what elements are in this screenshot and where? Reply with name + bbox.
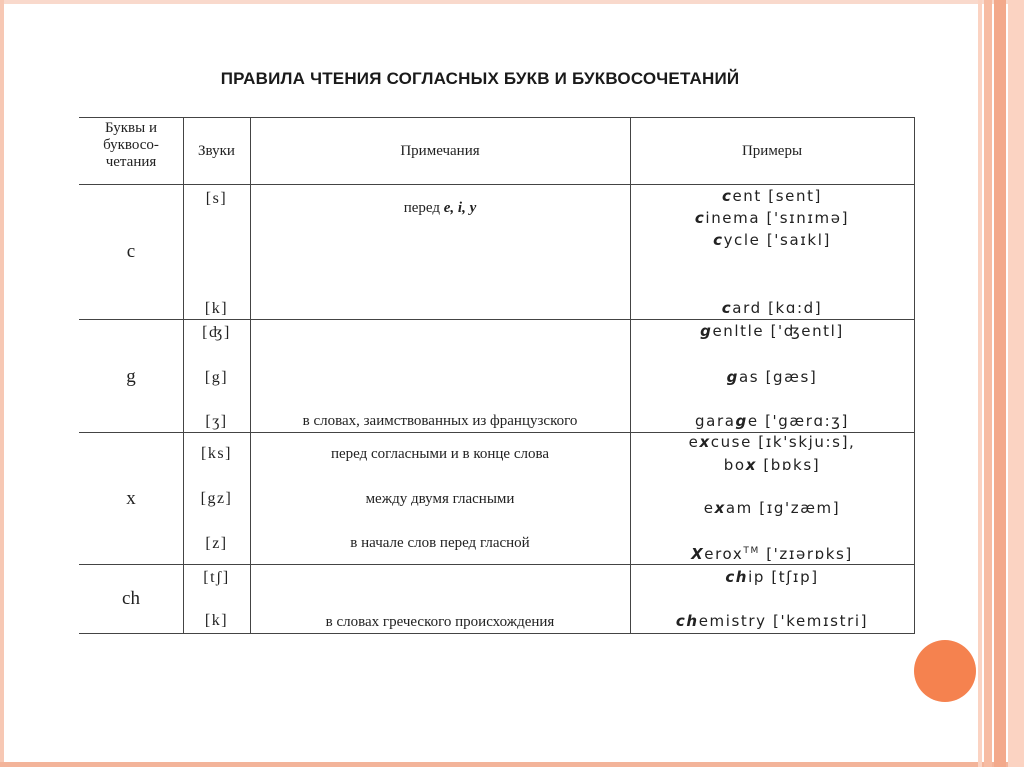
note-x-3: в начале слов перед гласной <box>350 535 530 551</box>
example-xerox: Xerox™ ['zɪərɒks] <box>691 545 853 563</box>
sound-g-zh: [ʒ] <box>205 413 228 430</box>
example-exam: exam [ɪg'zæm] <box>703 499 841 517</box>
letter-ch: ch <box>122 588 140 609</box>
example-gentle: genltle ['ʤentl] <box>700 322 844 340</box>
example-box: box [bɒks] <box>723 456 821 474</box>
sound-c-s: [s] <box>205 190 228 207</box>
example-excuse: excuse [ɪk'skju:s], <box>688 433 856 451</box>
slide-border-top <box>0 0 1024 4</box>
header-examples: Примеры <box>741 143 803 159</box>
sound-g-dzh: [ʤ] <box>202 324 231 341</box>
example-card: card [kɑ:d] <box>721 299 823 317</box>
letter-g: g <box>126 366 136 387</box>
letter-c: c <box>126 241 136 262</box>
header-notes: Примечания <box>400 143 480 159</box>
example-cent: cent [sent] <box>721 187 823 205</box>
note-x-2: между двумя гласными <box>365 491 515 507</box>
slide-border-left <box>0 0 4 767</box>
sound-g-g: [g] <box>204 369 229 386</box>
example-gas: gas [gæs] <box>726 368 818 386</box>
sound-x-ks: [ks] <box>201 445 232 462</box>
header-sounds: Звуки <box>198 143 235 159</box>
example-chip: chip [tʃɪp] <box>725 568 819 586</box>
page-title: ПРАВИЛА ЧТЕНИЯ СОГЛАСНЫХ БУКВ И БУКВОСОЧЕТАНИЙ <box>220 69 740 88</box>
sound-x-gz: [gz] <box>200 490 233 507</box>
note-x-1: перед согласными и в конце слова <box>330 446 550 462</box>
example-cycle: cycle ['saɪkl] <box>713 231 831 249</box>
sound-ch-k: [k] <box>204 612 229 629</box>
example-garage: garage ['gærɑ:ʒ] <box>695 412 849 430</box>
sound-x-z: [z] <box>205 535 228 552</box>
note-c: перед e, i, y <box>403 200 477 216</box>
reading-rules-table <box>79 117 915 634</box>
note-g: в словах, заимствованных из французского <box>302 413 578 429</box>
slide-border-bottom <box>0 762 1024 767</box>
decorative-circle <box>914 640 976 702</box>
header-letters: Буквы и буквосо- четания <box>103 120 159 170</box>
example-cinema: cinema ['sɪnɪmə] <box>694 209 850 227</box>
sound-c-k: [k] <box>204 300 229 317</box>
sound-ch-tsh: [tʃ] <box>203 569 230 586</box>
example-chemistry: chemistry ['kemɪstri] <box>675 612 869 630</box>
slide-side-stripes <box>978 0 1024 767</box>
note-ch: в словах греческого происхождения <box>325 614 555 630</box>
letter-x: x <box>126 488 136 509</box>
